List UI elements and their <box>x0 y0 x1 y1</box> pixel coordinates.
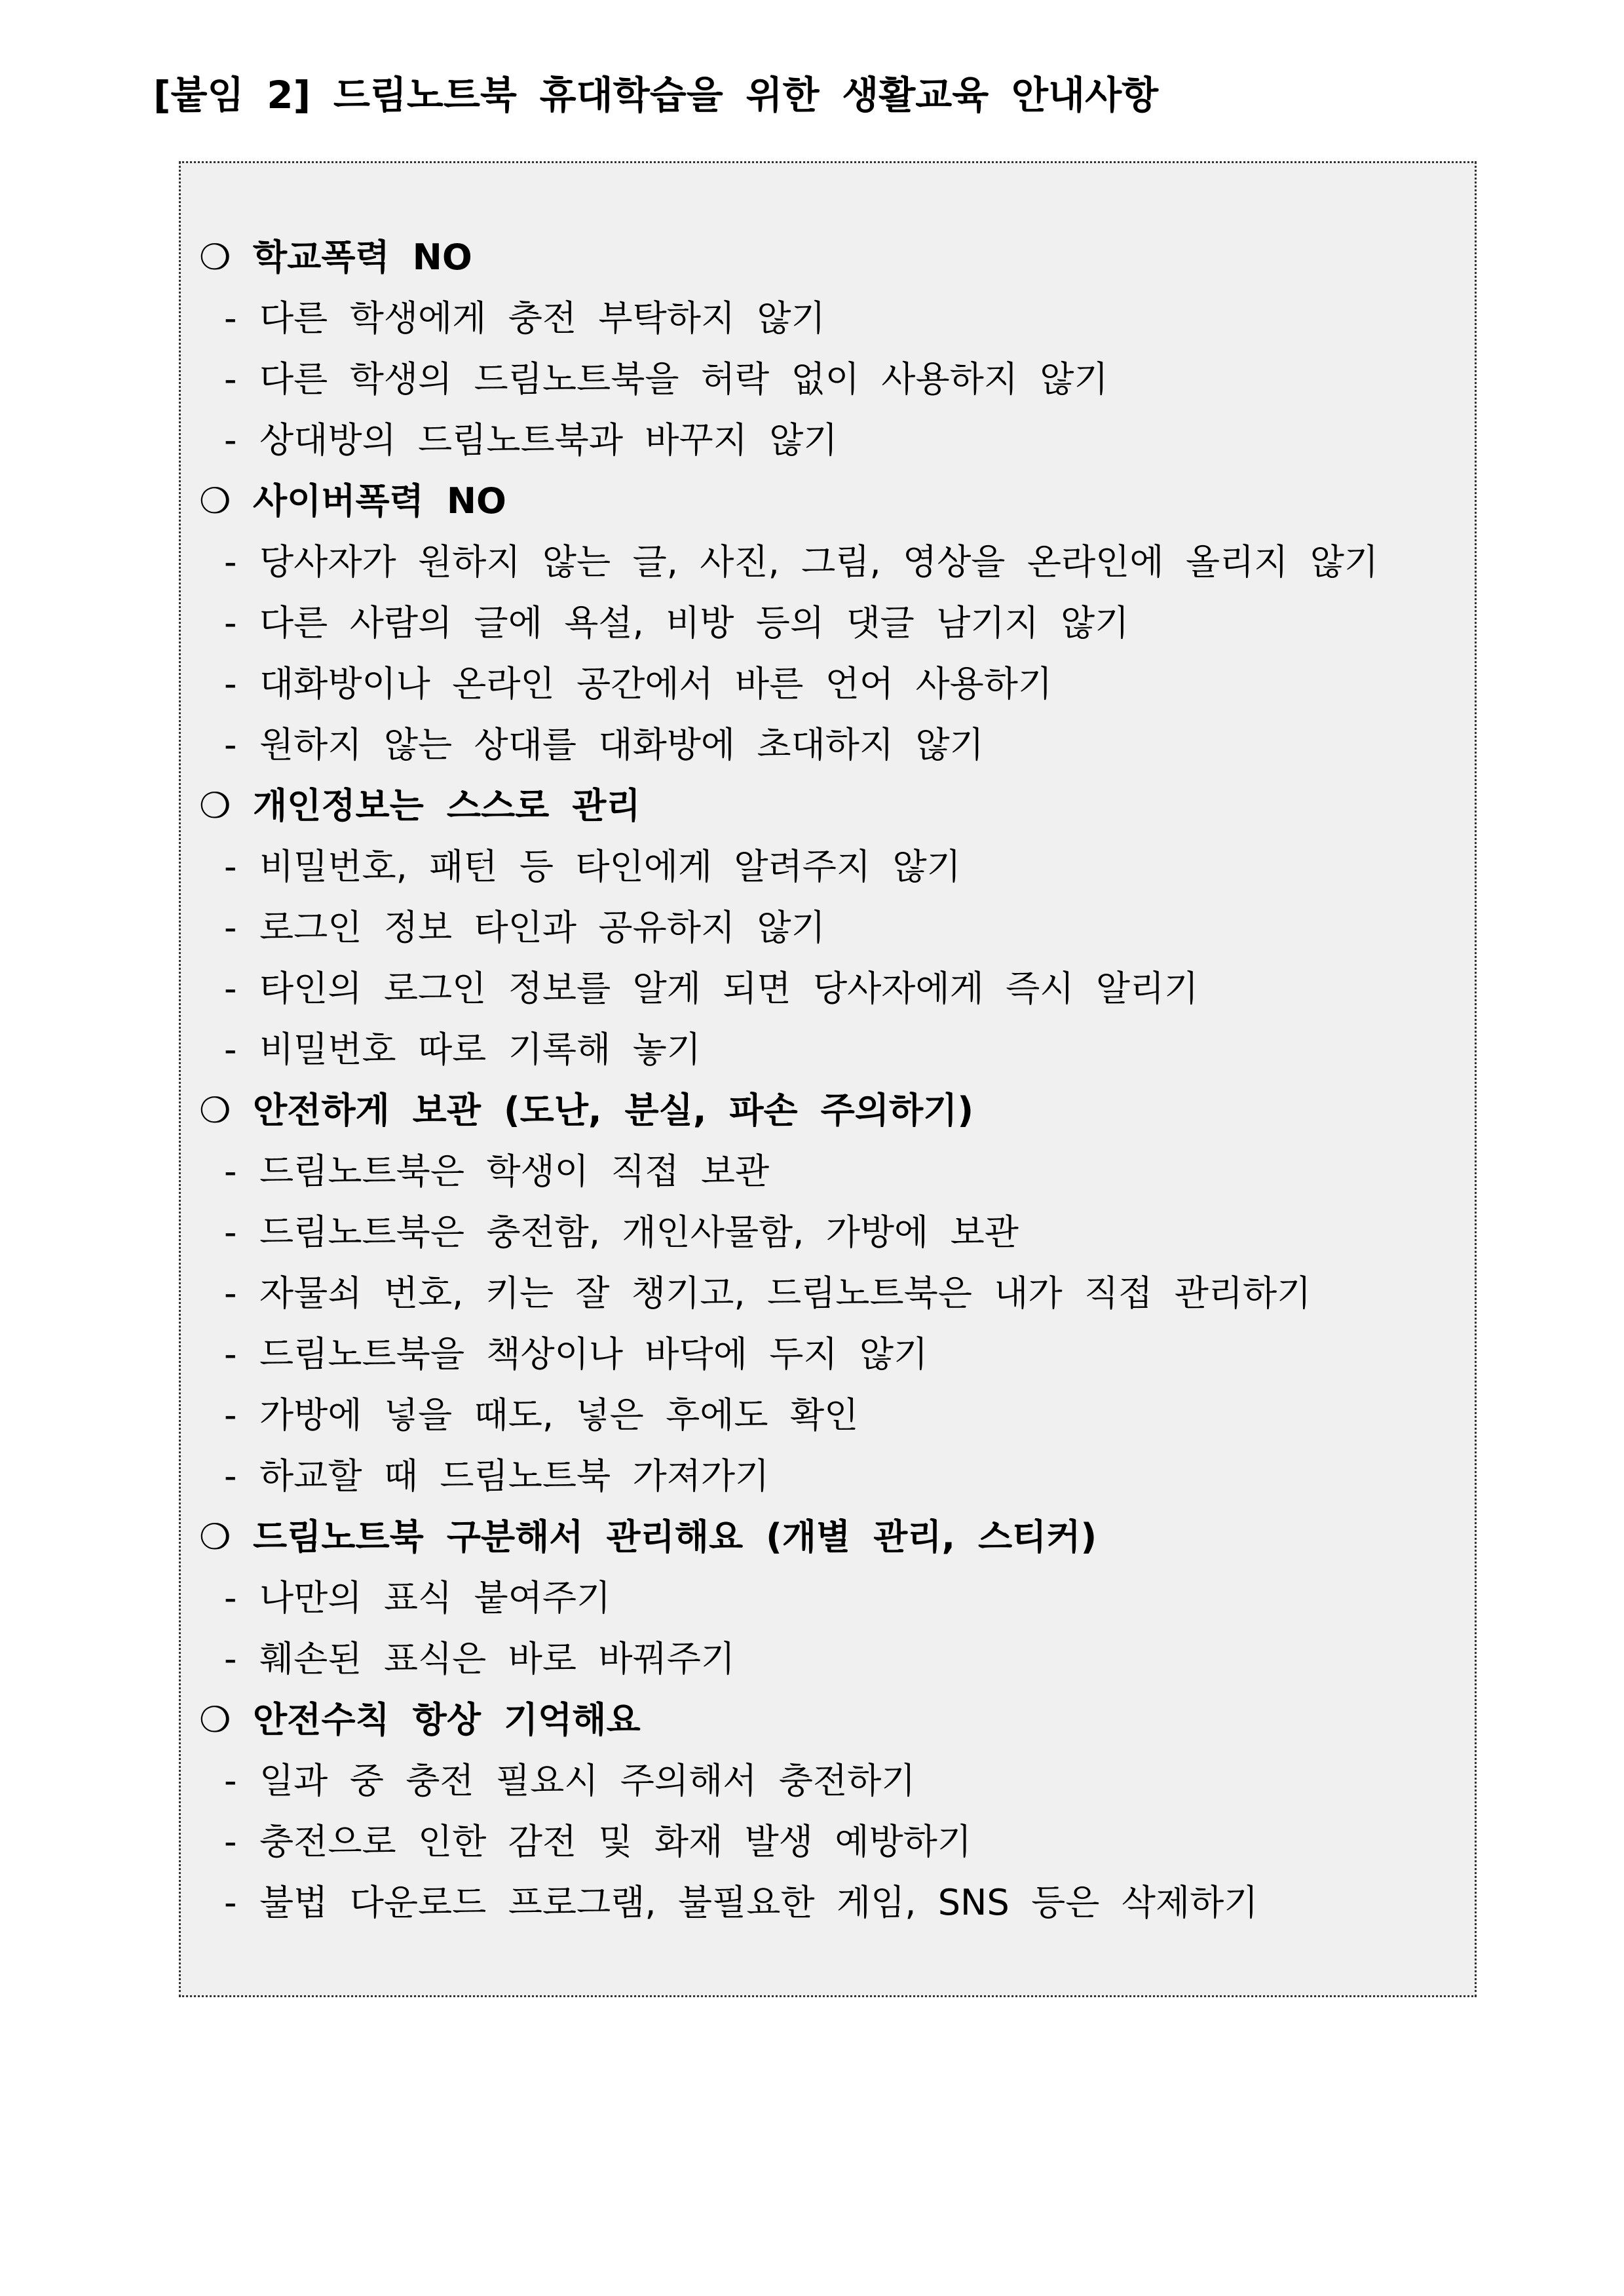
dash-bullet: - <box>224 1638 237 1679</box>
circle-bullet-icon: ❍ <box>199 1516 231 1558</box>
list-item-text: 다른 학생의 드림노트북을 허락 없이 사용하지 않기 <box>259 358 1108 400</box>
list-item <box>181 1141 1475 1202</box>
list-item <box>181 1019 1475 1080</box>
list-item <box>181 836 1475 897</box>
list-item-text: 나만의 표식 붙여주기 <box>259 1577 611 1618</box>
list-item <box>181 1872 1475 1933</box>
guidelines-box <box>179 161 1477 1997</box>
circle-bullet-icon: ❍ <box>199 1090 231 1131</box>
list-item <box>181 1750 1475 1811</box>
dash-bullet: - <box>224 358 237 400</box>
dash-bullet: - <box>224 1394 237 1436</box>
list-item-text: 가방에 넣을 때도, 넣은 후에도 확인 <box>259 1394 859 1436</box>
list-item-text: 대화방이나 온라인 공간에서 바른 언어 사용하기 <box>259 663 1053 704</box>
circle-bullet-icon: ❍ <box>199 237 231 278</box>
circle-bullet-icon: ❍ <box>199 480 231 522</box>
page-title: [붙임 2] 드림노트북 휴대학습을 위한 생활교육 안내사항 <box>153 73 1159 117</box>
dash-bullet: - <box>224 419 237 461</box>
section-heading <box>181 1689 1475 1750</box>
dash-bullet: - <box>224 541 237 583</box>
circle-bullet-icon: ❍ <box>199 785 231 826</box>
dash-bullet: - <box>224 1272 237 1314</box>
list-item-text: 로그인 정보 타인과 공유하지 않기 <box>259 907 825 948</box>
section-heading-text: 안전하게 보관 (도난, 분실, 파손 주의하기) <box>253 1090 974 1131</box>
list-item-text: 자물쇠 번호, 키는 잘 챙기고, 드림노트북은 내가 직접 관리하기 <box>259 1272 1312 1314</box>
dash-bullet: - <box>224 1882 237 1923</box>
list-item <box>181 349 1475 410</box>
list-item-text: 드림노트북은 충전함, 개인사물함, 가방에 보관 <box>259 1212 1019 1253</box>
guidelines-list <box>181 227 1475 1933</box>
section-heading <box>181 1080 1475 1141</box>
dash-bullet: - <box>224 663 237 704</box>
dash-bullet: - <box>224 1212 237 1253</box>
list-item-text: 드림노트북을 책상이나 바닥에 두지 않기 <box>259 1333 928 1375</box>
list-item-text: 상대방의 드림노트북과 바꾸지 않기 <box>259 419 838 461</box>
section-heading <box>181 775 1475 836</box>
dash-bullet: - <box>224 968 237 1009</box>
dash-bullet: - <box>224 1821 237 1862</box>
list-item <box>181 288 1475 349</box>
list-item <box>181 531 1475 592</box>
list-item-text: 타인의 로그인 정보를 알게 되면 당사자에게 즉시 알리기 <box>259 968 1199 1009</box>
list-item <box>181 653 1475 714</box>
list-item-text: 원하지 않는 상대를 대화방에 초대하지 않기 <box>259 724 984 765</box>
list-item-text: 다른 사람의 글에 욕설, 비방 등의 댓글 남기지 않기 <box>259 602 1129 643</box>
list-item <box>181 1811 1475 1872</box>
section-heading <box>181 470 1475 531</box>
dash-bullet: - <box>224 1029 237 1070</box>
dash-bullet: - <box>224 724 237 765</box>
dash-bullet: - <box>224 1760 237 1801</box>
list-item-text: 하교할 때 드림노트북 가져가기 <box>259 1455 770 1497</box>
list-item-text: 당사자가 원하지 않는 글, 사진, 그림, 영상을 온라인에 올리지 않기 <box>259 541 1379 583</box>
dash-bullet: - <box>224 602 237 643</box>
list-item <box>181 897 1475 958</box>
section-heading-text: 개인정보는 스스로 관리 <box>253 785 641 826</box>
list-item <box>181 1385 1475 1445</box>
list-item <box>181 1263 1475 1324</box>
dash-bullet: - <box>224 846 237 887</box>
list-item <box>181 958 1475 1019</box>
list-item <box>181 592 1475 653</box>
list-item-text: 다른 학생에게 충전 부탁하지 않기 <box>259 297 825 339</box>
list-item <box>181 1567 1475 1628</box>
list-item <box>181 1628 1475 1689</box>
list-item-text: 훼손된 표식은 바로 바꿔주기 <box>259 1638 736 1679</box>
list-item-text: 불법 다운로드 프로그램, 불필요한 게임, SNS 등은 삭제하기 <box>259 1882 1258 1923</box>
list-item <box>181 1324 1475 1385</box>
section-heading-text: 학교폭력 NO <box>253 237 472 278</box>
section-heading-text: 안전수칙 항상 기억해요 <box>253 1699 641 1740</box>
list-item-text: 일과 중 충전 필요시 주의해서 충전하기 <box>259 1760 916 1801</box>
dash-bullet: - <box>224 1151 237 1192</box>
list-item <box>181 1445 1475 1506</box>
dash-bullet: - <box>224 1455 237 1497</box>
dash-bullet: - <box>224 297 237 339</box>
circle-bullet-icon: ❍ <box>199 1699 231 1740</box>
list-item <box>181 410 1475 470</box>
dash-bullet: - <box>224 1577 237 1618</box>
list-item-text: 비밀번호 따로 기록해 놓기 <box>259 1029 701 1070</box>
dash-bullet: - <box>224 907 237 948</box>
list-item-text: 충전으로 인한 감전 및 화재 발생 예방하기 <box>259 1821 972 1862</box>
list-item-text: 비밀번호, 패턴 등 타인에게 알려주지 않기 <box>259 846 961 887</box>
section-heading <box>181 227 1475 288</box>
dash-bullet: - <box>224 1333 237 1375</box>
section-heading-text: 드림노트북 구분해서 관리해요 (개별 관리, 스티커) <box>253 1516 1097 1558</box>
list-item <box>181 714 1475 775</box>
section-heading <box>181 1506 1475 1567</box>
section-heading-text: 사이버폭력 NO <box>253 480 506 522</box>
list-item <box>181 1202 1475 1263</box>
list-item-text: 드림노트북은 학생이 직접 보관 <box>259 1151 770 1192</box>
